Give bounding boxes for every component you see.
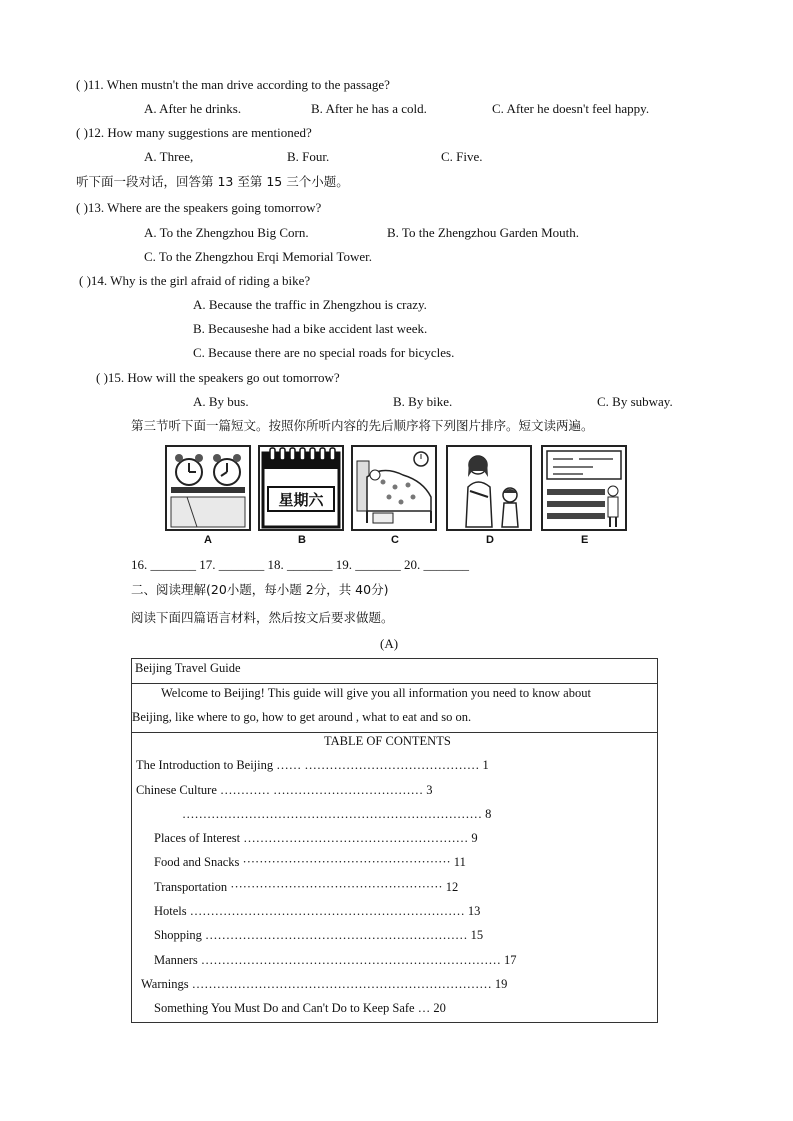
picture-b-calendar bbox=[258, 445, 344, 531]
alarm-clocks-icon bbox=[167, 447, 249, 529]
question-14-stem: ( )14. Why is the girl afraid of riding a bike? bbox=[79, 273, 311, 288]
toc-entry: Manners ……………………………………………………………… 17 bbox=[154, 953, 517, 967]
q13-option-b: B. To the Zhengzhou Garden Mouth. bbox=[387, 225, 580, 240]
q14-option-a: A. Because the traffic in Zhengzhou is crazy. bbox=[193, 297, 427, 312]
question-11-stem: ( )11. When mustn't the man drive according to the passage? bbox=[76, 77, 390, 92]
picture-c-bed bbox=[351, 445, 437, 531]
question-12-stem: ( )12. How many suggestions are mentioned? bbox=[76, 125, 312, 140]
picture-e-classroom bbox=[541, 445, 627, 531]
toc-entry: Shopping ……………………………………………………… 15 bbox=[154, 928, 484, 942]
divider bbox=[132, 683, 657, 684]
q15-option-c: C. By subway. bbox=[597, 394, 673, 409]
q14-option-b: B. Becauseshe had a bike accident last week. bbox=[193, 321, 428, 336]
picture-d-label: D bbox=[486, 534, 494, 546]
picture-d-mother-child bbox=[446, 445, 532, 531]
guide-welcome-line2: Beijing, like where to go, how to get around , what to eat and so on. bbox=[132, 710, 472, 724]
section3-instruction: 第三节听下面一篇短文。按照你所听内容的先后顺序将下列图片排序。短文读两遍。 bbox=[131, 418, 594, 433]
toc-entry: Places of Interest ……………………………………………… 9 bbox=[154, 831, 478, 845]
mother-child-icon bbox=[448, 447, 530, 529]
toc-entry: ……………………………………………………………… 8 bbox=[182, 807, 492, 821]
question-13-stem: ( )13. Where are the speakers going tomorrow? bbox=[76, 200, 322, 215]
picture-b-label: B bbox=[298, 534, 306, 546]
q12-option-a: A. Three, bbox=[144, 149, 194, 164]
toc-entry: Food and Snacks ·················································· 11 bbox=[154, 855, 466, 869]
q13-option-c: C. To the Zhengzhou Erqi Memorial Tower. bbox=[144, 249, 373, 264]
classroom-icon bbox=[543, 447, 625, 529]
picture-a-alarm-clocks bbox=[165, 445, 251, 531]
guide-welcome-line1: Welcome to Beijing! This guide will give you all information you need to know about bbox=[161, 686, 591, 700]
travel-guide-box bbox=[131, 658, 658, 1023]
toc-entry: Warnings ……………………………………………………………… 19 bbox=[141, 977, 508, 991]
reading-instruction: 阅读下面四篇语言材料，然后按文后要求做题。 bbox=[131, 610, 394, 625]
ordering-answer-blanks: 16. _______ 17. _______ 18. _______ 19. _______ 20. _______ bbox=[131, 557, 469, 572]
picture-c-label: C bbox=[391, 534, 399, 546]
q15-option-b: B. By bike. bbox=[393, 394, 453, 409]
q15-option-a: A. By bus. bbox=[193, 394, 249, 409]
toc-title: TABLE OF CONTENTS bbox=[324, 734, 451, 748]
q14-option-c: C. Because there are no special roads for bicycles. bbox=[193, 345, 455, 360]
toc-entry: Hotels ………………………………………………………… 13 bbox=[154, 904, 481, 918]
picture-e-label: E bbox=[581, 534, 589, 546]
toc-entry: Transportation ··················································· 12 bbox=[154, 880, 459, 894]
reading-section-heading: 二、阅读理解(20小题，每小题 2分，共 40分) bbox=[131, 582, 389, 597]
bed-icon bbox=[353, 447, 435, 529]
q12-option-c: C. Five. bbox=[441, 149, 483, 164]
toc-entry: Something You Must Do and Can't Do to Keep Safe … 20 bbox=[154, 1001, 446, 1015]
picture-a-label: A bbox=[204, 534, 212, 546]
toc-entry: The Introduction to Beijing …… …………………………………… 1 bbox=[136, 758, 489, 772]
q13-option-a: A. To the Zhengzhou Big Corn. bbox=[144, 225, 309, 240]
passage-label: (A) bbox=[380, 636, 399, 651]
toc-entry: Chinese Culture ………… ……………………………… 3 bbox=[136, 783, 433, 797]
guide-title: Beijing Travel Guide bbox=[135, 661, 241, 675]
dialog-instruction: 听下面一段对话，回答第 13 至第 15 三个小题。 bbox=[76, 174, 349, 189]
calendar-weekday-text: 星期六 bbox=[278, 491, 324, 509]
q11-option-a: A. After he drinks. bbox=[144, 101, 242, 116]
q11-option-c: C. After he doesn't feel happy. bbox=[492, 101, 650, 116]
q12-option-b: B. Four. bbox=[287, 149, 330, 164]
question-15-stem: ( )15. How will the speakers go out tomorrow? bbox=[96, 370, 340, 385]
q11-option-b: B. After he has a cold. bbox=[311, 101, 427, 116]
calendar-icon bbox=[260, 447, 342, 529]
